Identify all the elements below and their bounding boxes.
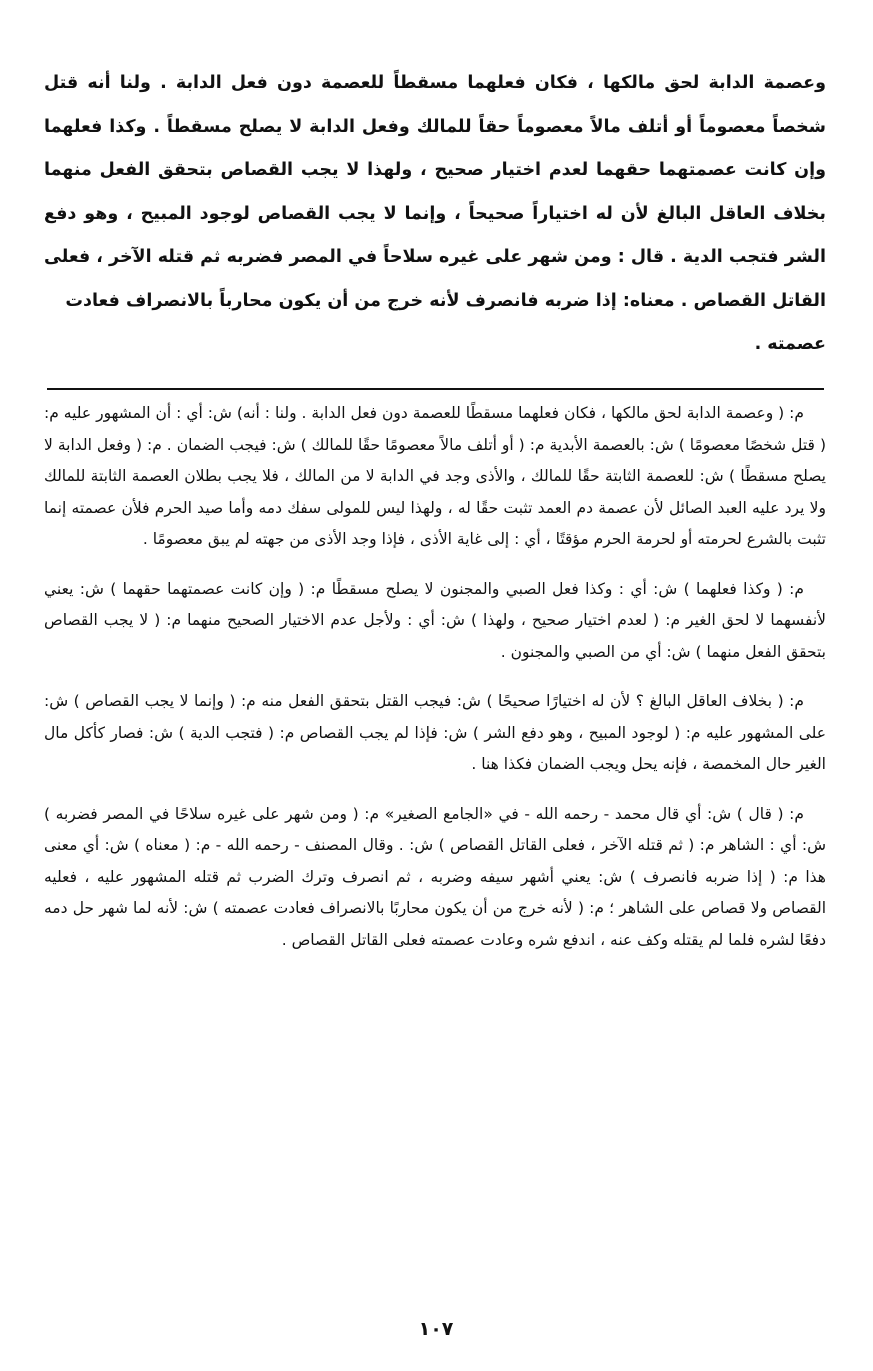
section-divider: [47, 388, 824, 390]
main-text-block: [44, 62, 826, 367]
main-text-body: وعصمة الدابة لحق مالكها ، فكان فعلهما مسقطاً للعصمة دون فعل الدابة . ولنا أنه قتل شخصاً معصوماً أو أتلف مالاً معصوماً حقاً للمالك وفعل الدابة لا يصلح مسقطاً . وكذا فعلهما وإن كانت عصمتهما حقهما لعدم اختيار صحيح ، ولهذا لا يجب القصاص بتحقق الفعل منهما بخلاف العاقل البالغ لأن له اختياراً صحيحاً ، وإنما لا يجب القصاص لوجود المبيح ، وهو دفع الشر فتجب الدية . قال : ومن شهر على غيره سلاحاً في المصر فضربه ثم قتله الآخر ، فعلى القاتل القصاص . معناه: إذا ضربه فانصرف لأنه خرج من أن يكون محارباً بالانصراف فعادت: [44, 73, 826, 311]
commentary-paragraph: م: ( وكذا فعلهما ) ش: أي : وكذا فعل الصبي والمجنون لا يصلح مسقطًا م: ( وإن كانت عصمتهما حقهما ) ش: يعني لأنفسهما لا لحق الغير م: ( لعدم اختيار صحيح ، ولهذا ) ش: أي : ولأجل عدم الاختيار الصحيح منهما م: ( لا يجب القصاص بتحقق الفعل منهما ) ش: أي من الصبي والمجنون .: [44, 579, 826, 661]
commentary-paragraph: م: ( بخلاف العاقل البالغ ؟ لأن له اختيارًا صحيحًا ) ش: فيجب القتل بتحقق الفعل منه م: ( وإنما لا يجب القصاص ) ش: على المشهور عليه م: ( لوجود المبيح ، وهو دفع الشر ) ش: فإذا لم يجب القصاص م: ( فتجب الدية ) ش: فصار كأكل مال الغير حال المخمصة ، فإنه يحل ويجب الضمان فكذا هنا .: [44, 692, 826, 773]
main-text-last-line: عصمته .: [754, 334, 826, 354]
page-number: ١٠٧: [418, 1318, 454, 1340]
commentary-paragraph: م: ( وعصمة الدابة لحق مالكها ، فكان فعلهما مسقطًا للعصمة دون فعل الدابة . ولنا : أنه) ش: أي : أن المشهور عليه م: ( قتل شخصًا معصومًا ) ش: بالعصمة الأبدية م: ( أو أتلف مالاً معصومًا حقًا للمالك ) ش: فيجب الضمان . م: ( وفعل الدابة لا يصلح مسقطًا ) ش: للعصمة الثابتة حقًا للمالك ، والأذى وجد في الدابة لا من المالك ، فلا يجب بطلان العصمة الثابتة للمالك ولا يرد عليه العبد الصائل لأن عصمة دم العمد تثبت حقًا له ، ولهذا ليس للمولى سفك دمه وأما صيد الحرم فلأن عصمته إنما تثبت بالشرع لحرمته أو لحرمة الحرم مؤقتًا ، أي : إلى غاية الأذى ، فإذا وجد الأذى من جهته لم يبق معصومًا .: [44, 404, 826, 548]
commentary-paragraph: م: ( قال ) ش: أي قال محمد - رحمه الله - في «الجامع الصغير» م: ( ومن شهر على غيره سلاحًا في المصر فضربه ) ش: أي : الشاهر م: ( ثم قتله الآخر ، فعلى القاتل القصاص ) ش: . وقال المصنف - رحمه الله - م: ( معناه ) ش: أي معنى هذا م: ( إذا ضربه فانصرف ) ش: يعني أشهر سيفه وضربه ، ثم انصرف وترك الضرب ثم قتله المشهور عليه ، فعليه القصاص ولا قصاص على الشاهر ؛ م: ( لأنه خرج من أن يكون محاربًا بالانصراف فعادت عصمته ) ش: لأنه لما شهر حل دمه دفعًا لشره فلما لم يقتله وكف عنه ، اندفع شره وعادت عصمته فعلى القاتل القصاص .: [44, 804, 826, 949]
commentary-block: [44, 398, 826, 974]
